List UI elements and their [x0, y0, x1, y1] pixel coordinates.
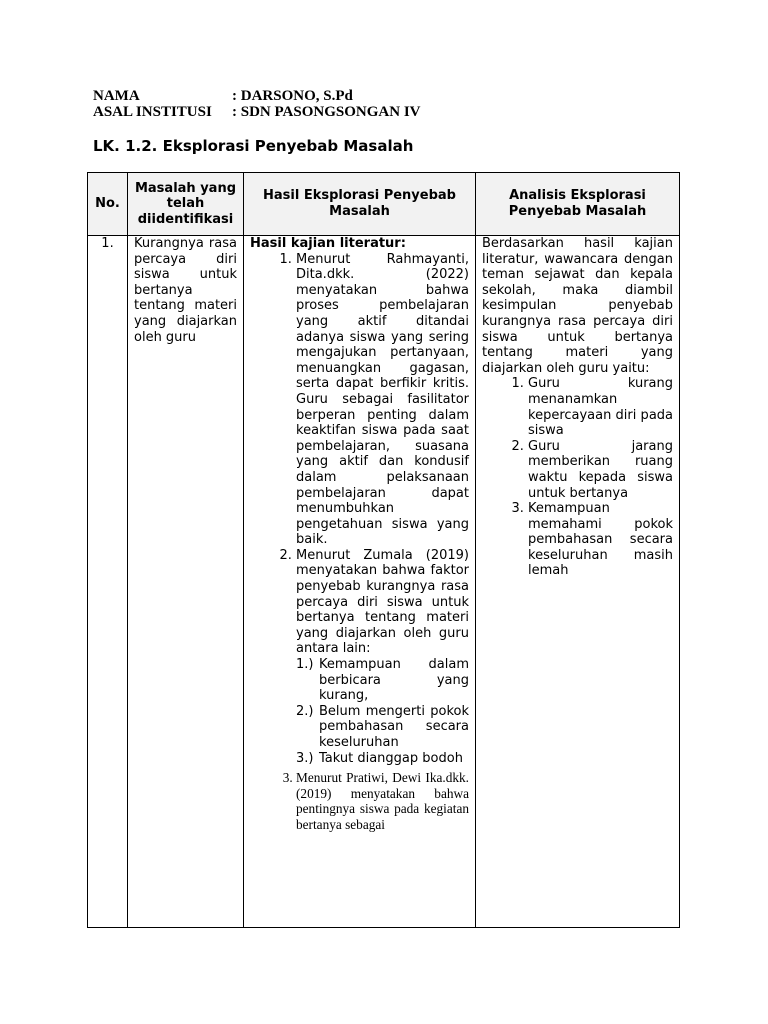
factor-text: Belum mengerti pokok pembahasan secara keseluruhan	[319, 703, 469, 750]
factor-item	[296, 751, 469, 767]
name-line	[93, 88, 353, 105]
factor-sublist	[296, 657, 469, 766]
col-header-analisis: Analisis Eksplorasi Penyebab Masalah	[476, 173, 680, 236]
masalah-cell: Kurangnya rasa percaya diri siswa untuk bertanya tentang materi yang diajarkan oleh guru	[128, 236, 244, 928]
col-header-masalah: Masalah yang telah diidentifikasi	[128, 173, 244, 236]
table-header-row	[88, 173, 680, 236]
literature-item-text: Menurut Zumala (2019) menyatakan bahwa faktor penyebab kurangnya rasa percaya diri siswa untuk bertanya tentang materi yang diajarkan oleh guru antara lain:	[296, 547, 469, 657]
conclusion-list	[482, 376, 673, 579]
factor-item	[296, 704, 469, 751]
col-header-no: No.	[88, 173, 128, 236]
institution-label: ASAL INSTITUSI	[93, 104, 212, 120]
literature-item: 1. Menurut Rahmayanti, Dita.dkk. (2022) menyatakan bahwa proses pembelajaran yang aktif ditandai adanya siswa yang sering mengajukan pertanyaan, menuangkan gagasan, serta dapat berfikir kritis. Guru sebagai fasilitator berperan penting dalam keaktifan siswa pada saat pembelajaran, suasana yang aktif dan kondusif dalam pelaksanaan pembelajaran dapat menumbuhkan pengetahuan siswa yang baik.	[296, 252, 469, 548]
document-title: LK. 1.2. Eksplorasi Penyebab Masalah	[93, 137, 414, 155]
conclusion-item: 2. Guru jarang memberikan ruang waktu kepada siswa untuk bertanya	[528, 439, 673, 501]
exploration-table	[87, 172, 680, 928]
analisis-intro: Berdasarkan hasil kajian literatur, wawancara dengan teman sejawat dan kepala sekolah, maka diambil kesimpulan penyebab kurangnya rasa percaya diri siswa untuk bertanya tentang materi yang diajarkan oleh guru yaitu:	[482, 236, 673, 376]
col-header-hasil: Hasil Eksplorasi Penyebab Masalah	[244, 173, 476, 236]
institution-line	[93, 104, 421, 121]
factor-number: 3.)	[296, 750, 314, 766]
conclusion-item: 3. Kemampuan memahami pokok pembahasan secara keseluruhan masih lemah	[528, 501, 673, 579]
row-number: 1.	[88, 236, 128, 928]
literature-item	[296, 548, 469, 766]
hasil-cell	[244, 236, 476, 928]
hasil-heading: Hasil kajian literatur:	[250, 236, 406, 251]
factor-text: Takut dianggap bodoh	[319, 750, 463, 766]
conclusion-item: 1. Guru kurang menanamkan kepercayaan diri pada siswa	[528, 376, 673, 438]
literature-list	[250, 252, 469, 833]
literature-item: 3. Menurut Pratiwi, Dewi Ika.dkk. (2019) menyatakan bahwa pentingnya siswa pada kegiatan bertanya sebagai	[296, 770, 469, 832]
table-row	[88, 236, 680, 928]
name-label: NAMA	[93, 88, 140, 104]
factor-number: 2.)	[296, 703, 314, 719]
name-value: : DARSONO, S.Pd	[232, 88, 353, 104]
factor-text: Kemampuan dalam berbicara yang kurang,	[319, 657, 469, 704]
analisis-cell	[476, 236, 680, 928]
factor-item	[296, 657, 469, 704]
factor-number: 1.)	[296, 657, 314, 673]
institution-value: : SDN PASONGSONGAN IV	[232, 104, 421, 120]
